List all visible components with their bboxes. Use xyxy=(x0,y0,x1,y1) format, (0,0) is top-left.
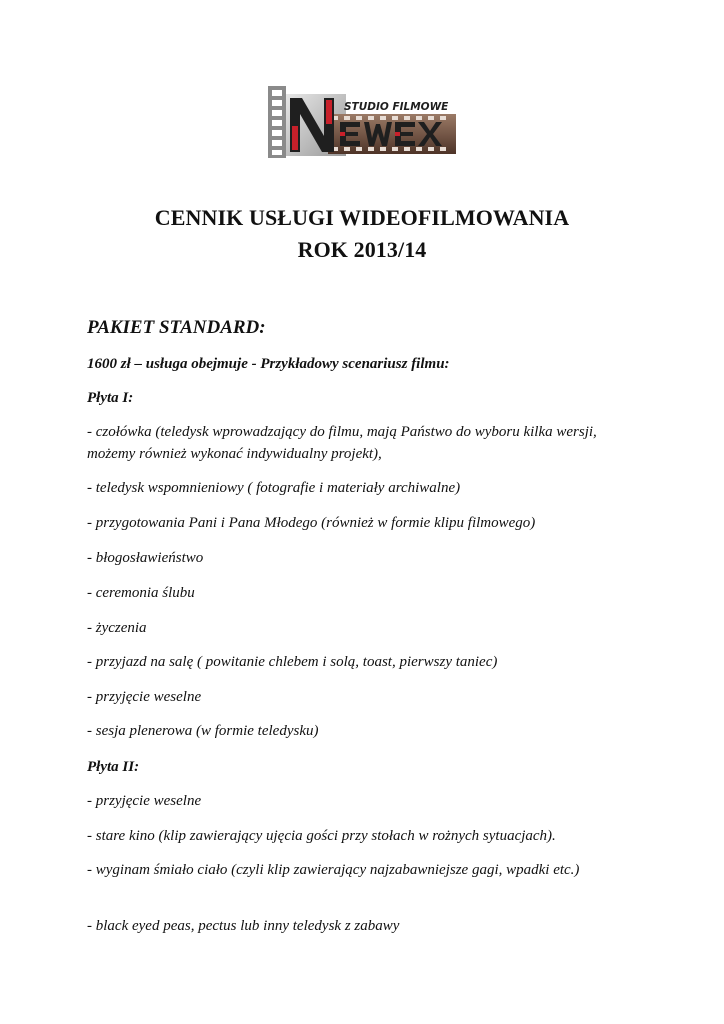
disc2-item: - black eyed peas, pectus lub inny teledysk z zabawy xyxy=(87,918,400,934)
disc1-item: - przyjęcie weselne xyxy=(87,689,202,705)
disc1-item: - przygotowania Pani i Pana Młodego (również w formie klipu filmowego) xyxy=(87,515,536,531)
disc1-heading: Płyta I: xyxy=(87,390,134,406)
disc2-item: - wyginam śmiało ciało (czyli klip zawierający najzabawniejsze gagi, wpadki etc.) xyxy=(87,862,580,878)
disc2-item: - stare kino (klip zawierający ujęcia gości przy stołach w rożnych sytuacjach). xyxy=(87,828,556,844)
disc1-item: - sesja plenerowa (w formie teledysku) xyxy=(87,723,319,739)
disc1-item: - przyjazd na salę ( powitanie chlebem i solą, toast, pierwszy taniec) xyxy=(87,654,498,670)
film-strip-logo-icon xyxy=(268,86,456,158)
disc1-item: - czołówka (teledysk wprowadzający do filmu, mają Państwo do wyboru kilka wersji, możemy również wykonać indywidualny projekt), xyxy=(87,424,597,462)
package-price-line: 1600 zł – usługa obejmuje - Przykładowy scenariusz filmu: xyxy=(87,356,450,372)
disc1-item: - błogosławieństwo xyxy=(87,550,204,566)
disc1-item: - teledysk wspomnieniowy ( fotografie i materiały archiwalne) xyxy=(87,480,461,496)
title-line-2: ROK 2013/14 xyxy=(297,237,427,262)
title-line-1: CENNIK USŁUGI WIDEOFILMOWANIA xyxy=(154,205,570,230)
disc2-heading: Płyta II: xyxy=(87,759,140,775)
logo-subtitle: STUDIO FILMOWE xyxy=(344,101,449,113)
disc1-item: - ceremonia ślubu xyxy=(87,585,195,601)
package-heading: PAKIET STANDARD: xyxy=(87,317,266,338)
studio-logo xyxy=(268,86,456,158)
disc1-item: - życzenia xyxy=(87,620,147,636)
document-title xyxy=(0,202,724,266)
disc2-item: - przyjęcie weselne xyxy=(87,793,202,809)
